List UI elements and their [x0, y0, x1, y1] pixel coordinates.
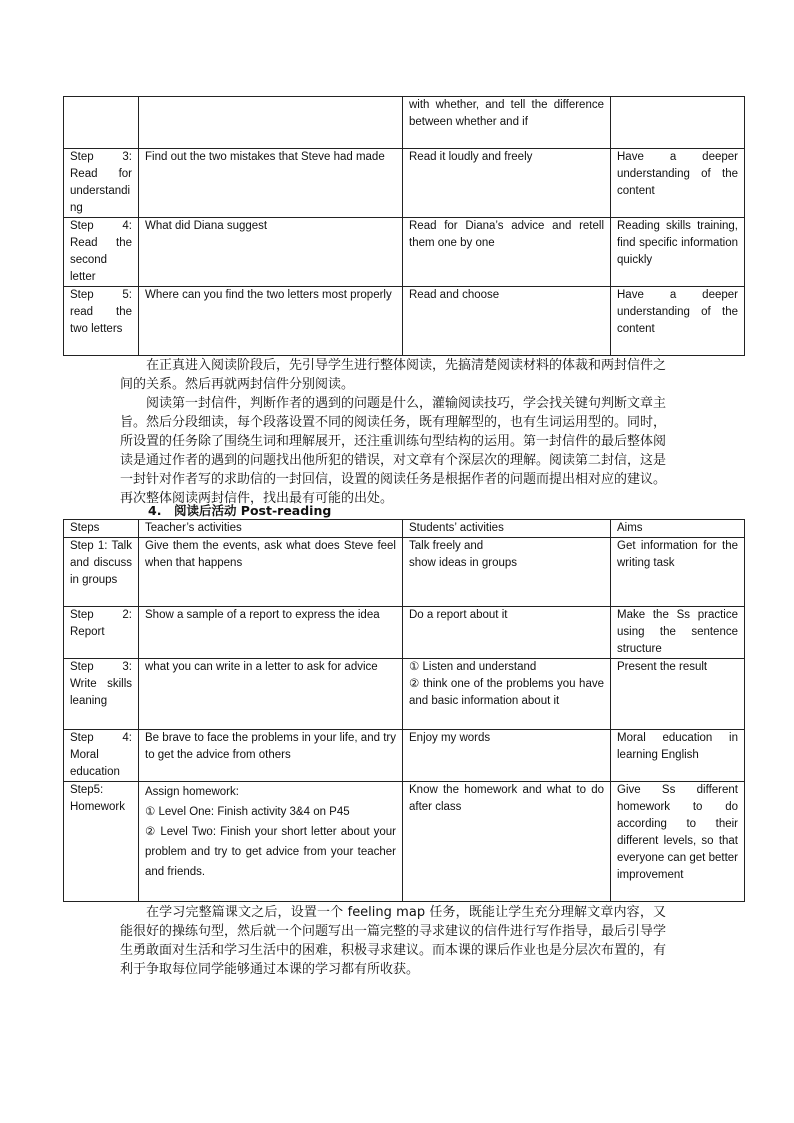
step-cell: Step 4: Moral education [64, 730, 139, 782]
header-aims: Aims [611, 520, 745, 538]
teacher-activity-cell: Find out the two mistakes that Steve had made [139, 149, 403, 218]
reading-stage-commentary [120, 356, 666, 508]
table-row [64, 782, 745, 902]
aim-cell: Reading skills training, find specific information quickly [611, 218, 745, 287]
aim-cell: Present the result [611, 659, 745, 730]
student-activity-cell: Know the homework and what to do after class [403, 782, 611, 902]
teacher-activity-cell: Show a sample of a report to express the idea [139, 607, 403, 659]
student-activity-cell [403, 659, 611, 730]
cell-line: ① Listen and understand [409, 661, 537, 673]
aim-cell: Get information for the writing task [611, 538, 745, 607]
commentary-paragraph: 阅读第一封信件，判断作者的遇到的问题是什么，灌输阅读技巧，学会找关键句判断文章主旨。然后分段细读，每个段落设置不同的阅读任务，既有理解型的，也有生词运用型的。同时，所设置的任务除了围绕生词和理解展开，还注重训练句型结构的运用。第一封信件的最后整体阅读是通过作者的遇到的问题找出他所犯的错误，对文章有个深层次的理解。阅读第二封信，这是一封针对作者写的求助信的一封回信，设置的阅读任务是根据作者的问题而提出相对应的建议。再次整体阅读两封信件，找出最有可能的出处。 [120, 396, 667, 506]
step-cell: Step 3: Write skills leaning [64, 659, 139, 730]
aim-cell: Have a deeper understanding of the content [611, 149, 745, 218]
commentary-paragraph: 在学习完整篇课文之后，设置一个 feeling map 任务，既能让学生充分理解文章内容，又能很好的操练句型，然后就一个问题写出一篇完整的寻求建议的信件进行写作指导，最后引导学生勇敢面对生活和学习生活中的困难，积极寻求建议。而本课的课后作业也是分层次布置的，有利于争取每位同学能够通过本课的学习都有所收获。 [120, 905, 667, 977]
table-row [64, 218, 745, 287]
student-activity-cell: Enjoy my words [403, 730, 611, 782]
teacher-activity-cell: Where can you find the two letters most properly [139, 287, 403, 356]
step-cell: Step 3: Read for understanding [64, 149, 139, 218]
post-reading-table [63, 519, 745, 902]
teacher-activity-cell: Be brave to face the problems in your life, and try to get the advice from others [139, 730, 403, 782]
commentary-paragraph: 在正真进入阅读阶段后，先引导学生进行整体阅读，先搞清楚阅读材料的体裁和两封信件之间的关系。然后再就两封信件分别阅读。 [120, 358, 667, 392]
teacher-activity-cell: Give them the events, ask what does Steve feel when that happens [139, 538, 403, 607]
post-reading-commentary [120, 903, 666, 979]
teacher-activity-cell [139, 782, 403, 902]
teacher-activity-cell: What did Diana suggest [139, 218, 403, 287]
table-row [64, 97, 745, 149]
student-activity-cell: with whether, and tell the difference between whether and if [403, 97, 611, 149]
header-steps: Steps [64, 520, 139, 538]
student-activity-cell: Read and choose [403, 287, 611, 356]
table-row [64, 538, 745, 607]
aim-cell: Make the Ss practice using the sentence structure [611, 607, 745, 659]
table-row [64, 730, 745, 782]
student-activity-cell: Do a report about it [403, 607, 611, 659]
step-cell: Step 5: read the two letters [64, 287, 139, 356]
cell-line: Assign homework: [145, 786, 239, 798]
aim-cell: Give Ss different homework to do according to their different levels, so that everyone can get better improvement [611, 782, 745, 902]
step-cell: Step 1: Talk and discuss in groups [64, 538, 139, 607]
section-heading: 4. 阅读后活动 Post-reading [148, 503, 332, 518]
step-cell: Step 2: Report [64, 607, 139, 659]
teacher-activity-cell: what you can write in a letter to ask for advice [139, 659, 403, 730]
aim-cell: Have a deeper understanding of the content [611, 287, 745, 356]
student-activity-cell [403, 538, 611, 607]
teaching-steps-table-continued [63, 96, 745, 356]
table-row [64, 287, 745, 356]
student-activity-cell: Read for Diana’s advice and retell them one by one [403, 218, 611, 287]
aim-cell: Moral education in learning English [611, 730, 745, 782]
header-teacher-activities: Teacher’s activities [139, 520, 403, 538]
header-student-activities: Students’ activities [403, 520, 611, 538]
table-row [64, 149, 745, 218]
table-header-row [64, 520, 745, 538]
table-row [64, 659, 745, 730]
student-activity-cell: Read it loudly and freely [403, 149, 611, 218]
cell-line: Talk freely and [409, 540, 484, 552]
step-cell: Step5: Homework [64, 782, 139, 902]
step-cell [64, 97, 139, 149]
teacher-activity-cell [139, 97, 403, 149]
cell-line: ② think one of the problems you have and basic information about it [409, 678, 604, 707]
cell-line: show ideas in groups [409, 557, 518, 569]
table-row [64, 607, 745, 659]
cell-line: ① Level One: Finish activity 3&4 on P45 [145, 806, 350, 818]
aim-cell [611, 97, 745, 149]
step-cell: Step 4: Read the second letter [64, 218, 139, 287]
cell-line: ② Level Two: Finish your short letter about your problem and try to get advice from your teacher and friends. [145, 826, 396, 878]
